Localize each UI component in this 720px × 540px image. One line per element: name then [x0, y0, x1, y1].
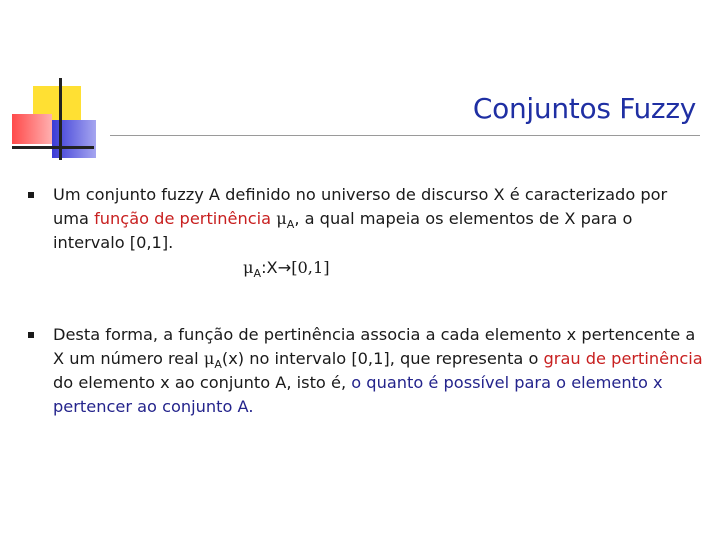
bullet-1-text-part2: , a qual mapeia os elementos de X para o intervalo [0,1].: [53, 209, 633, 252]
bullet-2-mu-symbol: μ: [203, 349, 215, 368]
slide-title: Conjuntos Fuzzy: [472, 92, 696, 125]
slide-content: [20, 183, 705, 419]
logo-red-square: [12, 114, 52, 144]
bullet-2-highlight-blue: o quanto é possível para o elemento x pertencer ao conjunto A.: [53, 373, 663, 416]
bullet-2-text-part1: Desta forma, a função de pertinência associa a cada elemento x pertencente a X um número real: [53, 325, 696, 368]
bullet-item-2: [20, 323, 705, 419]
bullet-1-highlight: função de pertinência: [94, 209, 272, 228]
formula-mu-symbol: μ: [243, 258, 254, 277]
bullet-2-text-part3: do elemento x ao conjunto A, isto é,: [53, 373, 352, 392]
formula-domain: :X: [261, 258, 278, 277]
bullet-1-text-part1: Um conjunto fuzzy A definido no universo de discurso X é caracterizado por uma: [53, 185, 668, 228]
arrow-right-icon: →: [277, 258, 292, 277]
square-bullet-icon: [28, 332, 34, 338]
title-divider: [110, 135, 700, 136]
bullet-item-1: [20, 183, 705, 280]
slide-logo-icon: [0, 0, 110, 170]
membership-formula: [53, 256, 705, 280]
bullet-2-highlight-red: grau de pertinência: [543, 349, 703, 368]
formula-mu-subscript: A: [253, 267, 262, 281]
bullet-2-text-part2: (x) no intervalo [0,1], que representa o: [221, 349, 544, 368]
square-bullet-icon: [28, 192, 34, 198]
bullet-2-mu-subscript: A: [214, 358, 222, 372]
logo-horizontal-line: [12, 146, 94, 149]
bullet-1-mu-symbol: μ: [276, 209, 287, 228]
formula-range: [0,1]: [291, 258, 330, 277]
bullet-1-mu-subscript: A: [286, 218, 295, 232]
